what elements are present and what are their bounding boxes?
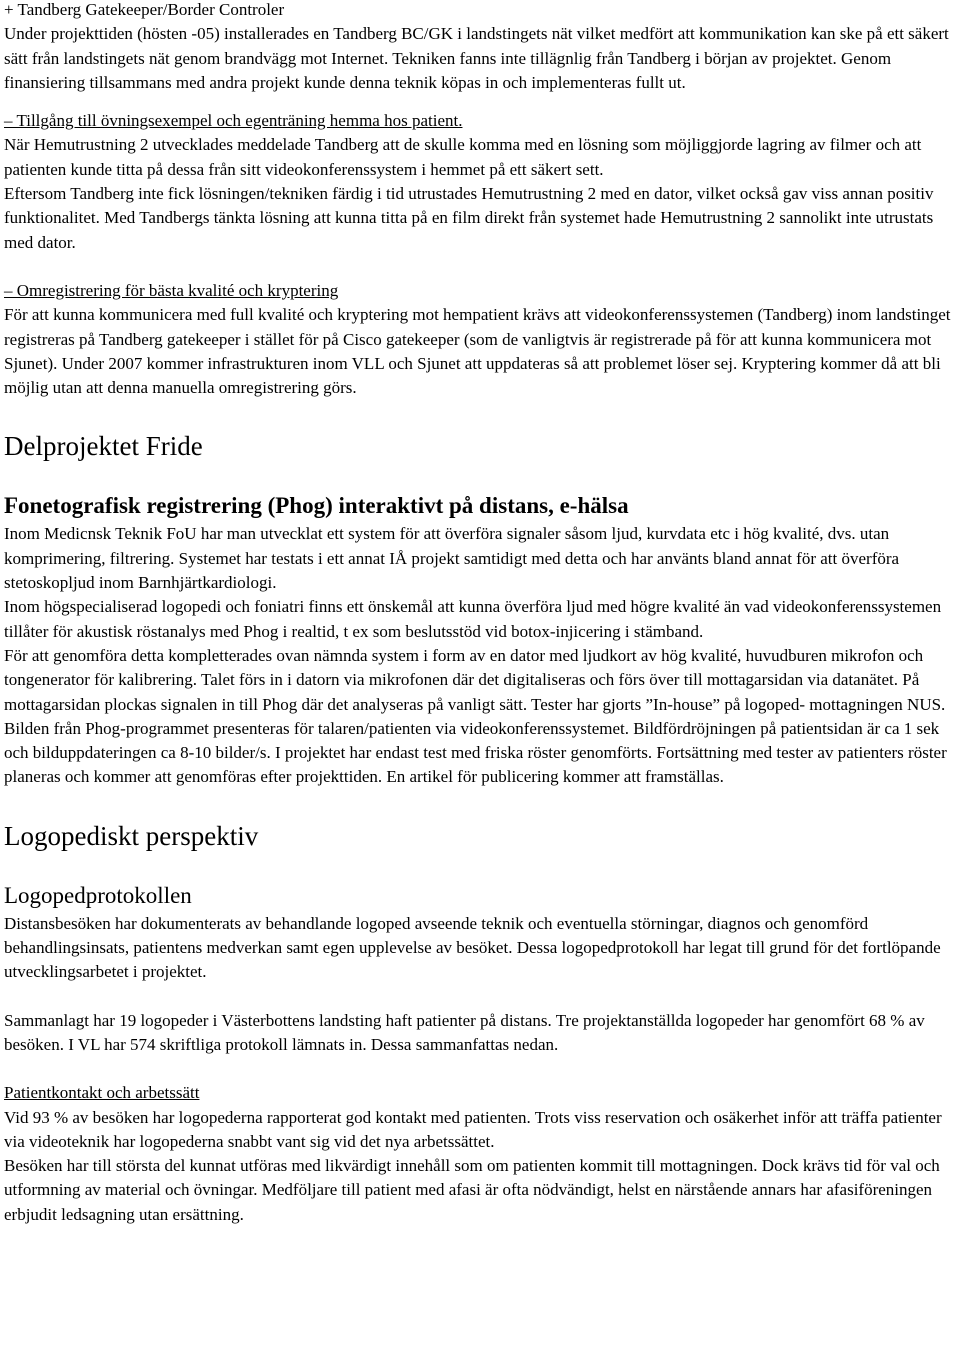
spacer — [4, 985, 958, 1009]
paragraph-patientkontakt-2: Besöken har till största del kunnat utföras med likvärdigt innehåll som om patienten kommit till mottagningen. Dock krävs tid för val och utformning av material och övningar. Medföljare till patient med afasi är ofta nödvändigt, helst en närstående annars har afasiföreningen erbjudit ledsagning utan ersättning. — [4, 1156, 940, 1224]
paragraph-phog-3: För att genomföra detta kompletterades ovan nämnda system i form av en dator med ljudkort av hög kvalité, huvudburen mikrofon och tongenerator för kalibrering. Talet förs in i datorn via mikrofonen där det digitaliseras och förs över till mottagarsidan via datanätet. På mottagarsidan plockas signalen in till Phog där det analyseras på vanligt sätt. Tester har gjorts ”In-house” på logoped- mottagningen NUS. Bilden från Phog-programmet presenteras för talaren/patienten via videokonferenssystemet. Bildfördröjningen på patientsidan är ca 1 sek och bilduppdateringen ca 8-10 bilder/s. I projektet har endast test med friska röster genomförts. Fortsättning med tester av patienters röster planeras och kommer att genomföras efter projekttiden. En artikel för publicering kommer att framställas. — [4, 645, 947, 787]
heading-phog: Fonetografisk registrering (Phog) interaktivt på distans, e-hälsa — [4, 493, 629, 519]
spacer — [4, 1057, 958, 1081]
paragraph-ovningsexempel-1: När Hemutrustning 2 utvecklades meddelade Tandberg att de skulle komma med en lösning som möjliggjorde lagring av filmer och att patienten kunde titta på dessa från sitt videokonferenssystem i hemmet på ett säkert sett. — [4, 135, 922, 179]
paragraph-patientkontakt-1: Vid 93 % av besöken har logopederna rapporterat god kontakt med patienten. Trots viss reservation och osäkerhet inför att träffa patienter via videoteknik har logopederna snabbt vant sig vid det nya arbetssättet. — [4, 1107, 942, 1151]
document-page — [4, 0, 958, 1227]
heading-logopediskt-perspektiv: Logopediskt perspektiv — [4, 820, 259, 851]
paragraph-protokollen-2: Sammanlagt har 19 logopeder i Västerbottens landsting haft patienter på distans. Tre projektanställda logopeder har genomfört 68 % av besöken. I VL har 574 skriftliga protokoll lämnats in. Dessa sammanfattas nedan. — [4, 1010, 925, 1054]
section-title-ovningsexempel: – Tillgång till övningsexempel och egenträning hemma hos patient. — [4, 111, 463, 131]
spacer — [4, 95, 958, 109]
spacer — [4, 255, 958, 279]
heading-logopedprotokollen: Logopedprotokollen — [4, 882, 192, 908]
paragraph-omregistrering: För att kunna kommunicera med full kvalité och kryptering mot hempatient krävs att videokonferenssystemen (Tandberg) inom landstinget registreras på Tandberg gatekeeper i stället för på Cisco gatekeeper (som de vanligtvis är registrerade på för att kunna kommunicera mot Sjunet). Under 2007 kommer infrastrukturen inom VLL och Sjunet att uppdateras så att problemet löser sej. Kryptering kommer då att bli möjlig utan att denna manuella omregistrering görs. — [4, 305, 951, 398]
paragraph-ovningsexempel-2: Eftersom Tandberg inte fick lösningen/tekniken färdig i tid utrustades Hemutrustning 2 med en dator, vilket också gav viss annan positiv funktionalitet. Med Tandbergs tänkta lösning att kunna titta på en film direkt från systemet hade Hemutrustning 2 sannolikt inte utrustats med dator. — [4, 184, 934, 252]
paragraph-protokollen-1: Distansbesöken har dokumenterats av behandlande logoped avseende teknik och eventuella störningar, diagnos och genomförd behandlingsinsats, patientens medverkan samt egen upplevelse av besöket. Dessa logopedprotokoll har legat till grund för det fortlöpande utvecklingsarbetet i projektet. — [4, 913, 941, 982]
heading-delprojektet-fride: Delprojektet Fride — [4, 431, 203, 462]
section-title-tandberg: + Tandberg Gatekeeper/Border Controler — [4, 0, 285, 19]
paragraph-phog-1: Inom Medicnsk Teknik FoU har man utvecklat ett system för att överföra signaler såsom ljud, kurvdata etc i hög kvalité, dvs. utan komprimering, filtrering. Systemet har testats i ett annat IÅ projekt samtidigt med detta och har använts bland annat för att överföra stetoskopljud inom Barnhjärtkardiologi. — [4, 524, 900, 593]
section-title-patientkontakt: Patientkontakt och arbetssätt — [4, 1083, 200, 1103]
paragraph-phog-2: Inom högspecialiserad logopedi och foniatri finns ett önskemål att kunna överföra ljud med högre kvalité än vad videokonferenssystemen tillåter för akustisk röstanalys med Phog i realtid, t ex som beslutsstöd vid botox-injicering i stämband. — [4, 597, 942, 641]
paragraph-tandberg: Under projekttiden (hösten -05) installerades en Tandberg BC/GK i landstingets nät vilket medfört att kommunikation kan ske på ett säkert sätt från landstingets nät genom brandvägg mot Internet. Tekniken fanns inte tillägnlig från Tandberg i början av projektet. Genom finansiering tillsammans med andra projekt kunde denna teknik köpas in och implementeras fullt ut. — [4, 24, 949, 92]
section-title-omregistrering: – Omregistrering för bästa kvalité och kryptering — [4, 280, 339, 300]
